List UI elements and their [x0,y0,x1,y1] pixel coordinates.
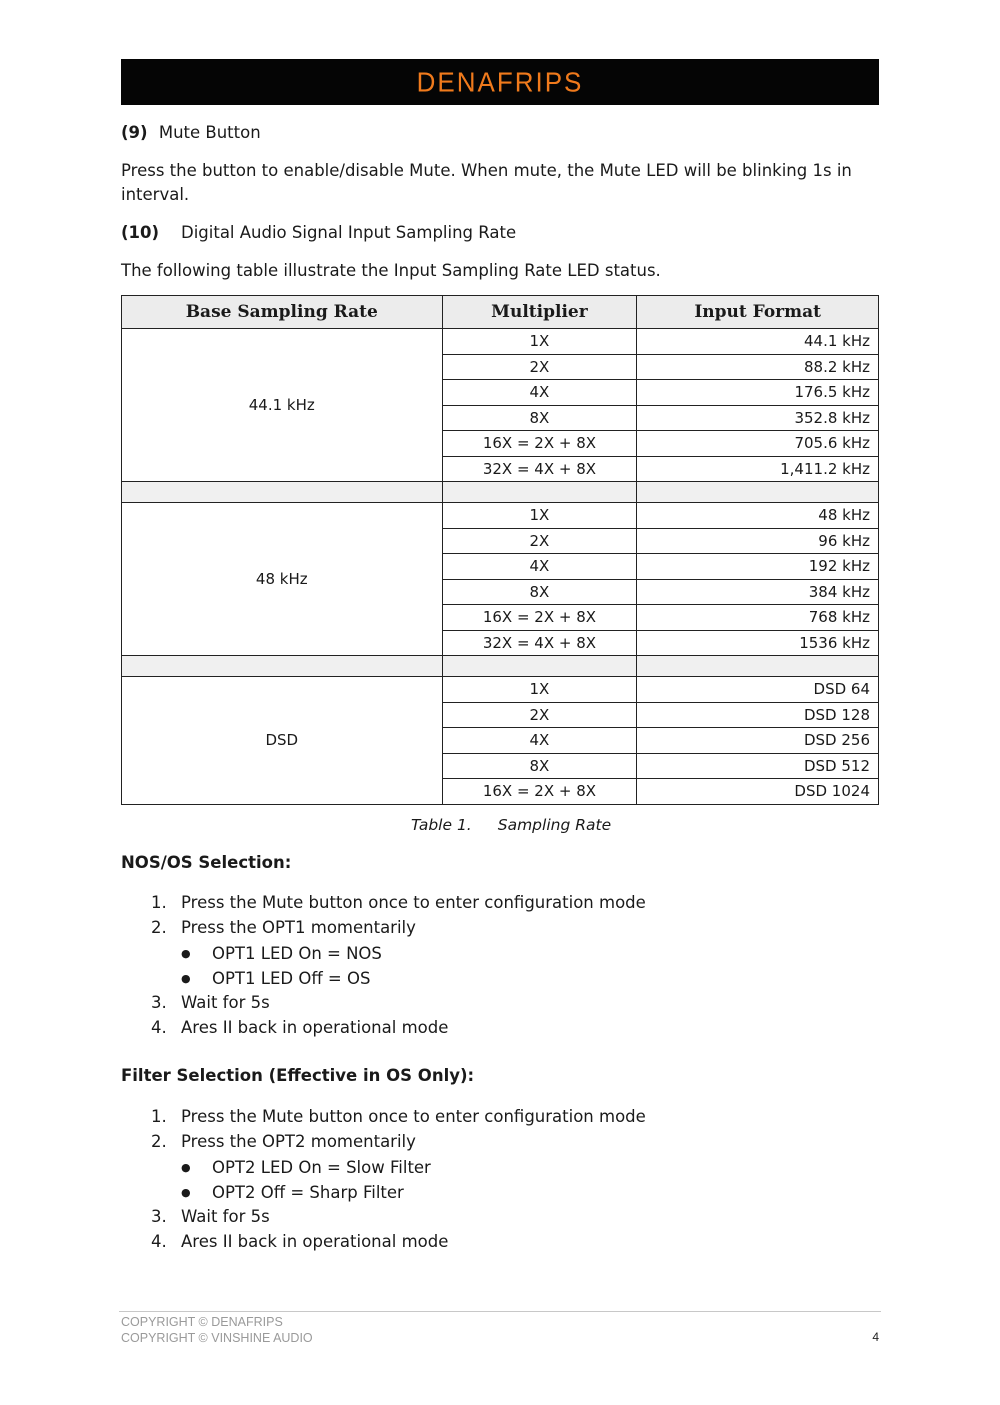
base-rate-cell: 44.1 kHz [122,329,443,482]
input-format-cell: 176.5 kHz [637,380,879,406]
section-9-text: Press the button to enable/disable Mute. When mute, the Mute LED will be blinking 1s in interval. [121,161,852,204]
input-format-cell: DSD 256 [637,728,879,754]
section-title: Mute Button [158,123,261,142]
bullet-item: ● OPT1 LED Off = OS [181,966,646,991]
empty-cell [442,656,637,677]
input-format-cell: 88.2 kHz [637,354,879,380]
multiplier-cell: 32X = 4X + 8X [442,630,637,656]
input-format-cell: 1536 kHz [637,630,879,656]
caption-label: Table 1. [411,816,472,834]
input-format-cell: 352.8 kHz [637,405,879,431]
multiplier-cell: 8X [442,405,637,431]
step-item [151,1105,646,1130]
empty-cell [637,656,879,677]
multiplier-cell: 2X [442,354,637,380]
step-text: Press the Mute button once to enter configuration mode [181,1107,646,1126]
bullet-item: ● OPT1 LED On = NOS [181,941,646,966]
input-format-cell: 48 kHz [637,503,879,529]
step-item [151,1230,646,1255]
step-text: Press the Mute button once to enter configuration mode [181,893,646,912]
bullet-list [181,941,646,991]
empty-cell [122,482,443,503]
input-format-cell: DSD 512 [637,753,879,779]
table-header-row [122,296,879,329]
multiplier-cell: 4X [442,728,637,754]
column-header: Multiplier [442,296,637,329]
step-text: Press the OPT1 momentarily [181,917,416,937]
step-item [151,991,646,1016]
input-format-cell: 44.1 kHz [637,329,879,355]
multiplier-cell: 1X [442,677,637,703]
document-page [121,59,879,1251]
step-number: 3. [151,1207,167,1226]
step-number: 2. [151,1131,167,1151]
group-separator-row [122,656,879,677]
step-item [151,916,646,991]
page-number: 4 [872,1330,879,1344]
step-number: 3. [151,993,167,1012]
table-row [122,677,879,703]
multiplier-cell: 1X [442,329,637,355]
input-format-cell: 384 kHz [637,579,879,605]
multiplier-cell: 1X [442,503,637,529]
input-format-cell: 96 kHz [637,528,879,554]
table-row [122,503,879,529]
step-number: 2. [151,917,167,937]
multiplier-cell: 8X [442,579,637,605]
input-format-cell: DSD 128 [637,702,879,728]
filter-selection-title: Filter Selection (Effective in OS Only): [121,1066,475,1085]
step-number: 4. [151,1231,167,1251]
nos-os-steps [151,891,646,1041]
step-text: Wait for 5s [181,1207,270,1226]
step-text: Press the OPT2 momentarily [181,1131,416,1151]
step-number: 1. [151,893,167,912]
table-row [122,329,879,355]
bullet-item: ● OPT2 LED On = Slow Filter [181,1155,646,1180]
input-format-cell: 768 kHz [637,605,879,631]
step-number: 1. [151,1107,167,1126]
input-format-cell: 705.6 kHz [637,431,879,457]
step-item [151,891,646,916]
bullet-list [181,1155,646,1205]
footer-copyright [121,1315,313,1346]
step-text: Ares II back in operational mode [181,1017,449,1037]
brand-logo: DENAFRIPS [416,65,584,98]
empty-cell [442,482,637,503]
sampling-rate-table [121,295,879,805]
table-body [122,329,879,805]
copyright-line: COPYRIGHT © DENAFRIPS [121,1315,283,1329]
column-header: Base Sampling Rate [122,296,443,329]
empty-cell [637,482,879,503]
step-item [151,1205,646,1230]
input-format-cell: DSD 64 [637,677,879,703]
section-number: (10) [121,223,160,242]
multiplier-cell: 2X [442,702,637,728]
step-item [151,1016,646,1041]
section-number: (9) [121,123,148,142]
multiplier-cell: 32X = 4X + 8X [442,456,637,482]
input-format-cell: 192 kHz [637,554,879,580]
filter-selection-steps [151,1105,646,1255]
section-10-heading [121,221,516,245]
empty-cell [122,656,443,677]
input-format-cell: 1,411.2 kHz [637,456,879,482]
section-9-heading [121,121,261,145]
multiplier-cell: 8X [442,753,637,779]
step-text: Ares II back in operational mode [181,1231,449,1251]
bullet-item: ● OPT2 Off = Sharp Filter [181,1180,646,1205]
multiplier-cell: 2X [442,528,637,554]
multiplier-cell: 4X [442,380,637,406]
multiplier-cell: 4X [442,554,637,580]
base-rate-cell: DSD [122,677,443,805]
multiplier-cell: 16X = 2X + 8X [442,605,637,631]
step-item [151,1130,646,1205]
column-header: Input Format [637,296,879,329]
step-text: Wait for 5s [181,993,270,1012]
multiplier-cell: 16X = 2X + 8X [442,779,637,805]
copyright-line: COPYRIGHT © VINSHINE AUDIO [121,1330,313,1345]
footer-divider [119,1311,881,1312]
table-caption [411,816,611,834]
nos-os-title: NOS/OS Selection: [121,853,292,872]
step-number: 4. [151,1017,167,1037]
base-rate-cell: 48 kHz [122,503,443,656]
section-title: Digital Audio Signal Input Sampling Rate [181,223,517,242]
input-format-cell: DSD 1024 [637,779,879,805]
caption-text: Sampling Rate [497,816,612,834]
group-separator-row [122,482,879,503]
table-intro: The following table illustrate the Input Sampling Rate LED status. [121,261,661,280]
header-banner [121,59,879,105]
multiplier-cell: 16X = 2X + 8X [442,431,637,457]
